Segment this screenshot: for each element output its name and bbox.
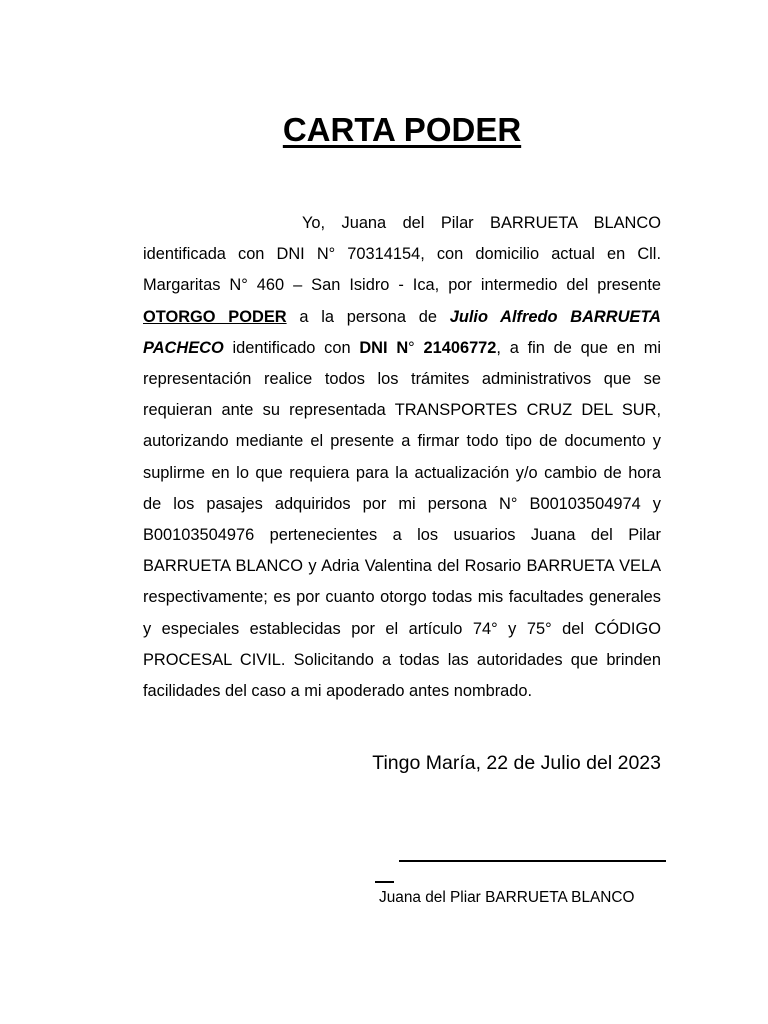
signature-line-continuation bbox=[375, 881, 394, 883]
dni-degree-sign: ° bbox=[408, 338, 424, 357]
dni-label: DNI N bbox=[359, 338, 409, 357]
otorgo-poder-phrase: OTORGO PODER bbox=[143, 307, 287, 326]
attorney-dni-number: 21406772 bbox=[423, 338, 497, 357]
attorney-name: Julio Alfredo BARRUETA PACHECO bbox=[143, 307, 661, 357]
body-text-connector: a la persona de bbox=[286, 307, 450, 326]
body-paragraph bbox=[143, 208, 661, 707]
signature-line bbox=[399, 860, 666, 862]
body-text-identified: identificado con bbox=[223, 338, 360, 357]
body-text-intro: Yo, Juana del Pilar BARRUETA BLANCO identificada con DNI N° 70314154, con domicilio actual en Cll. Margaritas N° 460 – San Isidro - Ica, por intermedio del presente bbox=[143, 214, 661, 295]
signer-name: Juana del Pliar BARRUETA BLANCO bbox=[379, 889, 635, 906]
document-title: CARTA PODER bbox=[282, 111, 522, 148]
body-text-main: , a fin de que en mi representación realice todos los trámites administrativos que se requieran ante su representada TRANSPORTES CRUZ DEL SUR, autorizando mediante el presente a firmar todo tipo de documento y suplirme en lo que requiera para la actualización y/o cambio de hora de los pasajes adquiridos por mi persona N° B00103504974 y B00103504976 pertenecientes a los usuarios Juana del Pilar BARRUETA BLANCO y Adria Valentina del Rosario BARRUETA VELA respectivamente; es por cuanto otorgo todas mis facultades generales y especiales establecidas por el artículo 74° y 75° del CÓDIGO PROCESAL CIVIL. Solicitando a todas las autoridades que brinden facilidades del caso a mi apoderado antes nombrado. bbox=[143, 338, 661, 701]
date-line: Tingo María, 22 de Julio del 2023 bbox=[372, 752, 661, 774]
